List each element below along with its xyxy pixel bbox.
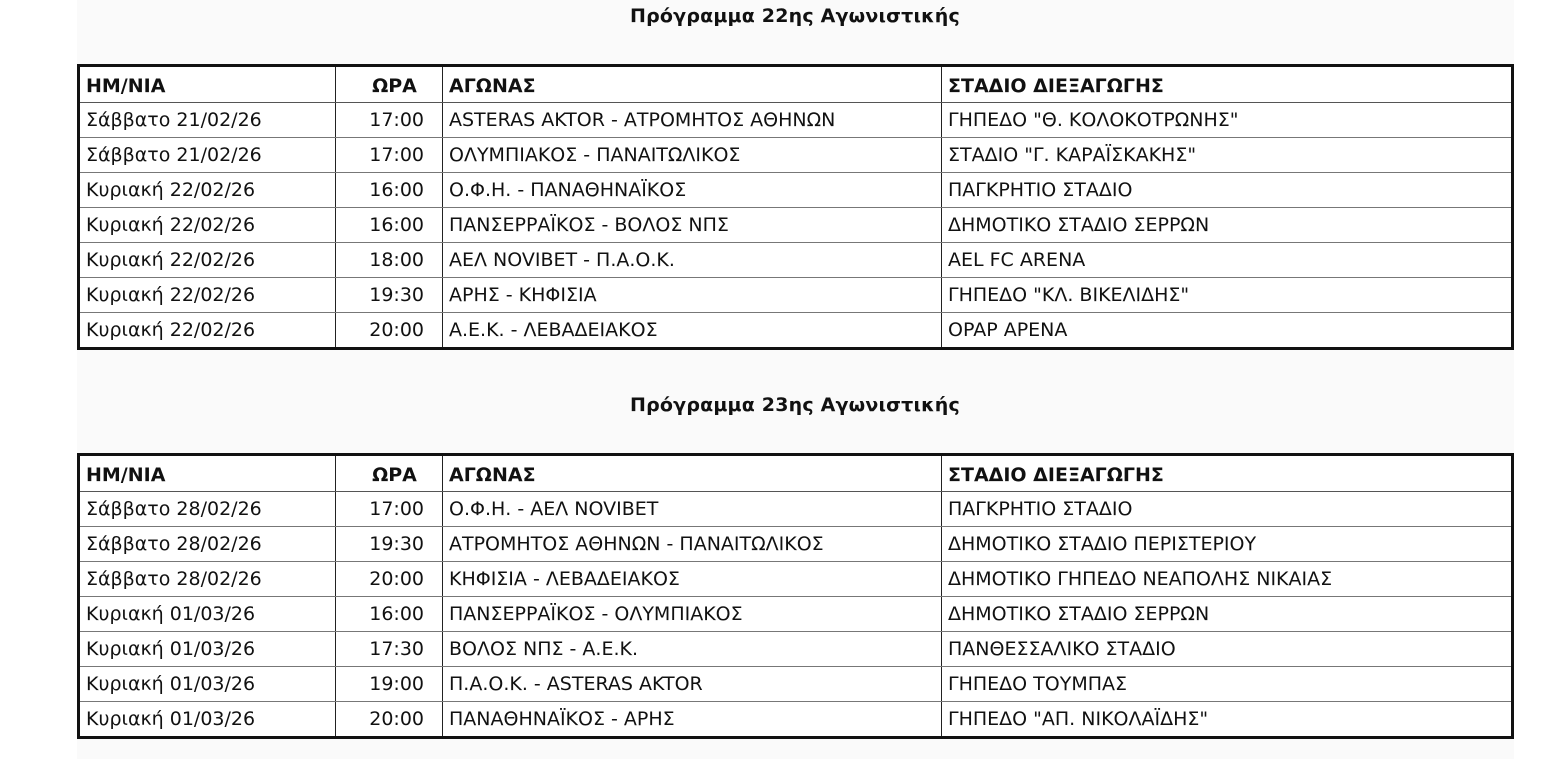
match-date: Κυριακή 01/03/26 — [79, 667, 336, 702]
match-time: 20:00 — [336, 702, 443, 738]
match-teams: ΠΑΝΣΕΡΡΑΪΚΟΣ - ΒΟΛΟΣ ΝΠΣ — [443, 208, 942, 243]
match-date: Κυριακή 01/03/26 — [86, 708, 256, 730]
match-venue: ΠΑΓΚΡΗΤΙΟ ΣΤΑΔΙΟ — [942, 173, 1513, 208]
round-23-title: Πρόγραμμα 23ης Αγωνιστικής — [630, 394, 960, 416]
round-23-schedule-table — [77, 453, 1514, 739]
match-venue: OPAP APENA — [942, 313, 1513, 349]
header-date: ΗΜ/ΝΙΑ — [79, 455, 336, 492]
match-date: Σάββατο 21/02/26 — [79, 103, 336, 138]
match-time: 20:00 — [336, 313, 443, 349]
match-teams: Ο.Φ.Η. - ΑΕΛ NOVIBET — [443, 492, 942, 527]
match-teams: Α.Ε.Κ. - ΛΕΒΑΔΕΙΑΚΟΣ — [443, 313, 942, 349]
match-date: Σάββατο 28/02/26 — [79, 492, 336, 527]
header-match: ΑΓΩΝΑΣ — [443, 66, 942, 103]
match-venue: ΓΗΠΕΔΟ "ΑΠ. ΝΙΚΟΛΑΪΔΗΣ" — [942, 702, 1513, 738]
table-header-row — [79, 455, 1513, 492]
match-teams: ASTERAS AKTOR - ΑΤΡΟΜΗΤΟΣ ΑΘΗΝΩΝ — [443, 103, 942, 138]
match-teams: Π.Α.Ο.Κ. - ASTERAS AKTOR — [443, 667, 942, 702]
match-venue: ΓΗΠΕΔΟ "ΚΛ. ΒΙΚΕΛΙΔΗΣ" — [942, 278, 1513, 313]
match-time: 16:00 — [336, 208, 443, 243]
match-venue: ΣΤΑΔΙΟ "Γ. ΚΑΡΑΪΣΚΑΚΗΣ" — [942, 138, 1513, 173]
round-22-schedule-table — [77, 64, 1514, 350]
match-date: Σάββατο 21/02/26 — [79, 138, 336, 173]
match-venue: ΓΗΠΕΔΟ ΤΟΥΜΠΑΣ — [942, 667, 1513, 702]
match-time: 16:00 — [336, 173, 443, 208]
match-teams: ΚΗΦΙΣΙΑ - ΛΕΒΑΔΕΙΑΚΟΣ — [443, 562, 942, 597]
match-time: 17:30 — [336, 632, 443, 667]
match-time: 17:00 — [336, 138, 443, 173]
match-date: Κυριακή 01/03/26 — [79, 632, 336, 667]
match-date: Κυριακή 22/02/26 — [86, 319, 256, 341]
table-row — [79, 208, 1513, 243]
match-teams: ΑΡΗΣ - ΚΗΦΙΣΙΑ — [443, 278, 942, 313]
table-row — [79, 527, 1513, 562]
header-time: ΩΡΑ — [336, 455, 443, 492]
header-match: ΑΓΩΝΑΣ — [443, 455, 942, 492]
header-venue: ΣΤΑΔΙΟ ΔΙΕΞΑΓΩΓΗΣ — [942, 66, 1513, 103]
match-teams: ΠΑΝΑΘΗΝΑΪΚΟΣ - ΑΡΗΣ — [443, 702, 942, 738]
header-date: ΗΜ/ΝΙΑ — [79, 66, 336, 103]
header-time: ΩΡΑ — [336, 66, 443, 103]
match-teams: ΟΛΥΜΠΙΑΚΟΣ - ΠΑΝΑΙΤΩΛΙΚΟΣ — [443, 138, 942, 173]
table-row — [79, 173, 1513, 208]
table-row — [79, 667, 1513, 702]
match-teams: ΒΟΛΟΣ ΝΠΣ - Α.Ε.Κ. — [443, 632, 942, 667]
match-time: 19:30 — [336, 527, 443, 562]
match-teams: ΠΑΝΣΕΡΡΑΪΚΟΣ - ΟΛΥΜΠΙΑΚΟΣ — [443, 597, 942, 632]
table-row — [79, 632, 1513, 667]
match-venue: ΔΗΜΟΤΙΚΟ ΣΤΑΔΙΟ ΣΕΡΡΩΝ — [942, 597, 1513, 632]
match-venue: ΠΑΓΚΡΗΤΙΟ ΣΤΑΔΙΟ — [942, 492, 1513, 527]
table-row — [79, 243, 1513, 278]
table-row — [79, 313, 1513, 349]
table-row — [79, 597, 1513, 632]
match-date: Κυριακή 22/02/26 — [79, 243, 336, 278]
match-time: 16:00 — [336, 597, 443, 632]
match-venue: AEL FC ARENA — [942, 243, 1513, 278]
match-teams: ΑΕΛ NOVIBET - Π.Α.Ο.Κ. — [443, 243, 942, 278]
match-date: Σάββατο 28/02/26 — [79, 527, 336, 562]
match-venue: ΓΗΠΕΔΟ "Θ. ΚΟΛΟΚΟΤΡΩΝΗΣ" — [942, 103, 1513, 138]
table-row — [79, 278, 1513, 313]
match-time: 19:30 — [336, 278, 443, 313]
round-22-title: Πρόγραμμα 22ης Αγωνιστικής — [630, 5, 960, 27]
match-time: 17:00 — [336, 103, 443, 138]
match-time: 18:00 — [336, 243, 443, 278]
match-venue: ΠΑΝΘΕΣΣΑΛΙΚΟ ΣΤΑΔΙΟ — [942, 632, 1513, 667]
match-venue: ΔΗΜΟΤΙΚΟ ΓΗΠΕΔΟ ΝΕΑΠΟΛΗΣ ΝΙΚΑΙΑΣ — [942, 562, 1513, 597]
match-date: Κυριακή 01/03/26 — [79, 597, 336, 632]
match-time: 19:00 — [336, 667, 443, 702]
table-header-row — [79, 66, 1513, 103]
match-date: Κυριακή 22/02/26 — [79, 278, 336, 313]
match-date: Κυριακή 22/02/26 — [79, 173, 336, 208]
match-teams: Ο.Φ.Η. - ΠΑΝΑΘΗΝΑΪΚΟΣ — [443, 173, 942, 208]
match-venue: ΔΗΜΟΤΙΚΟ ΣΤΑΔΙΟ ΠΕΡΙΣΤΕΡΙΟΥ — [942, 527, 1513, 562]
table-row — [79, 103, 1513, 138]
match-time: 17:00 — [336, 492, 443, 527]
match-date: Κυριακή 22/02/26 — [79, 208, 336, 243]
header-venue: ΣΤΑΔΙΟ ΔΙΕΞΑΓΩΓΗΣ — [942, 455, 1513, 492]
match-venue: ΔΗΜΟΤΙΚΟ ΣΤΑΔΙΟ ΣΕΡΡΩΝ — [942, 208, 1513, 243]
match-time: 20:00 — [336, 562, 443, 597]
table-row — [79, 702, 1513, 738]
match-teams: ΑΤΡΟΜΗΤΟΣ ΑΘΗΝΩΝ - ΠΑΝΑΙΤΩΛΙΚΟΣ — [443, 527, 942, 562]
table-row — [79, 138, 1513, 173]
table-row — [79, 492, 1513, 527]
table-row — [79, 562, 1513, 597]
match-date: Σάββατο 28/02/26 — [79, 562, 336, 597]
